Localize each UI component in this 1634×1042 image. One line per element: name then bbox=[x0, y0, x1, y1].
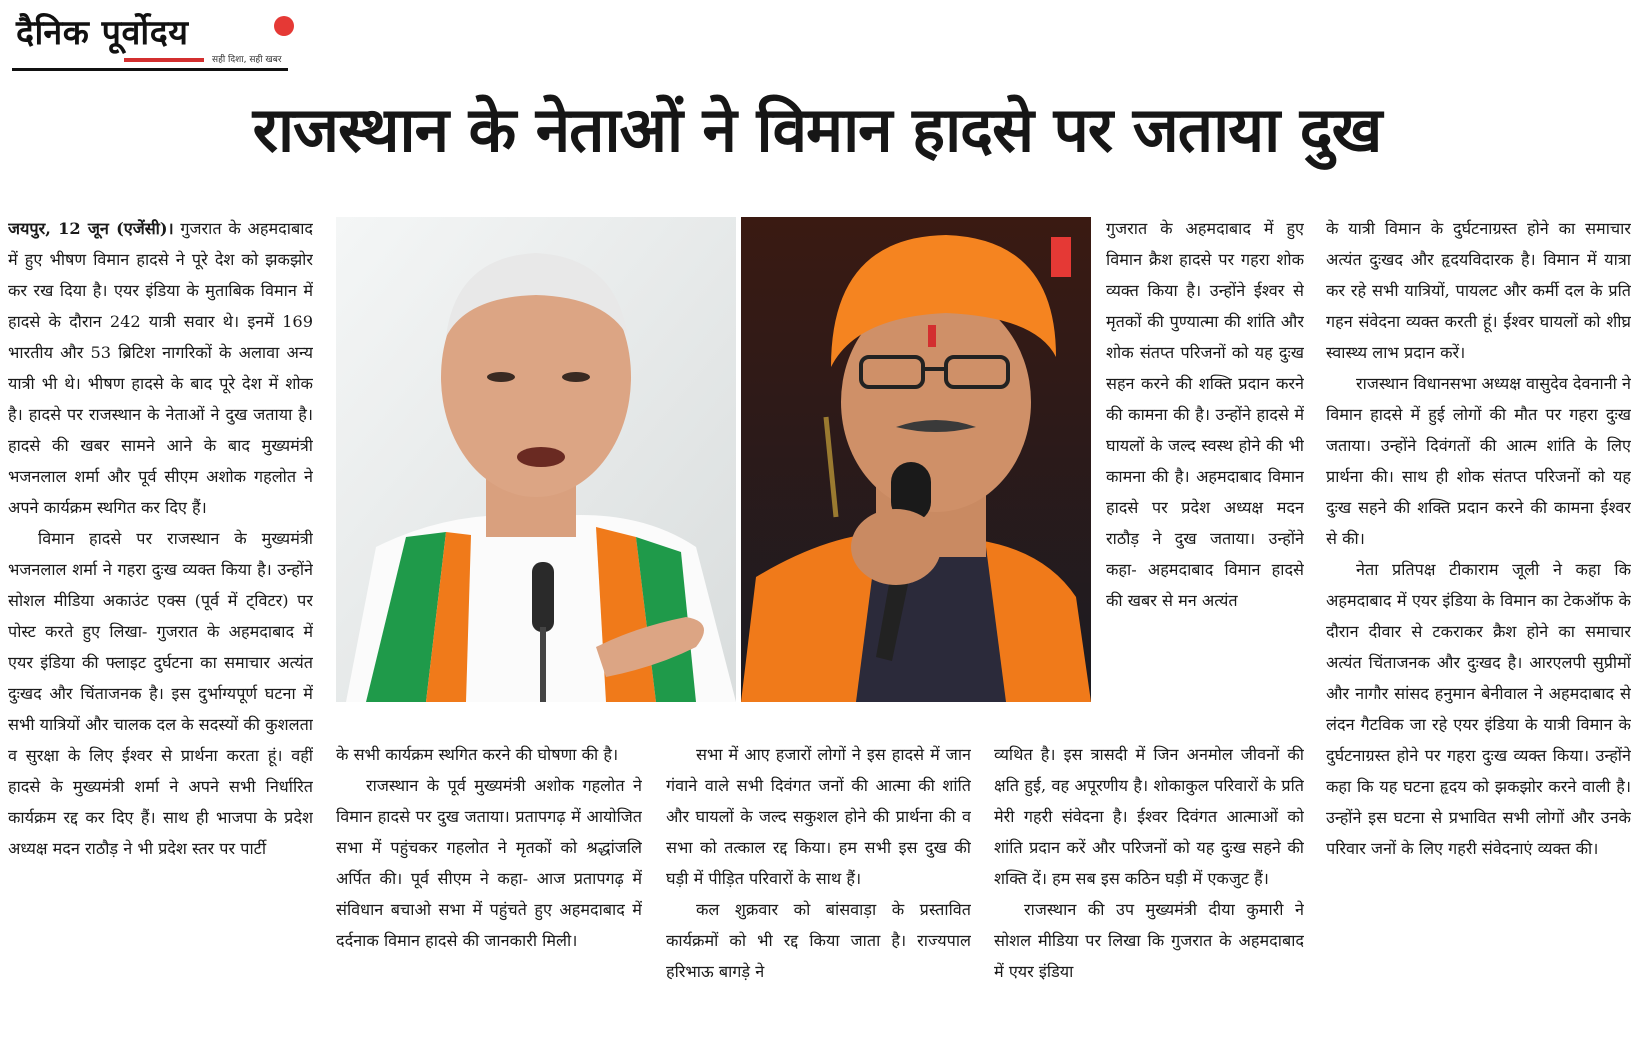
article-column-4-upper bbox=[1106, 213, 1304, 708]
dateline: जयपुर, 12 जून (एजेंसी)। bbox=[8, 219, 174, 238]
article-column-1 bbox=[8, 213, 313, 1039]
article-headline: राजस्थान के नेताओं ने विमान हादसे पर जताया दुख bbox=[252, 93, 1382, 166]
paragraph: कल शुक्रवार को बांसवाड़ा के प्रस्तावित कार्यक्रमों को भी रद्द किया जाता है। राज्यपाल हरिभाऊ बागड़े ने bbox=[666, 900, 971, 981]
masthead bbox=[12, 6, 288, 72]
newspaper-tagline: सही दिशा, सही खबर bbox=[212, 55, 282, 65]
article-column-2 bbox=[336, 739, 642, 1039]
paragraph: नेता प्रतिपक्ष टीकाराम जूली ने कहा कि अहमदाबाद में एयर इंडिया के विमान का टेकऑफ के दौरान दीवार से टकराकर क्रैश होने का समाचार अत्यंत चिंताजनक और दुःखद है। आरएलपी सुप्रीमों और नागौर सांसद हनुमान बेनीवाल ने अहमदाबाद से लंदन गैटविक जा रहे एयर इंडिया के यात्री विमान के दुर्घटनाग्रस्त होने पर गहरा दुःख व्यक्त किया। उन्होंने कहा कि यह घटना हृदय को झकझोर करने वाली है। उन्होंने इस घटना से प्रभावित सभी लोगों और उनके परिवार जनों के लिए गहरी संवेदनाएं व्यक्त की। bbox=[1326, 560, 1631, 858]
newspaper-logo: दैनिक पूर्वोदय bbox=[16, 13, 189, 53]
article-column-5 bbox=[1326, 213, 1631, 1039]
paragraph: राजस्थान विधानसभा अध्यक्ष वासुदेव देवनानी ने विमान हादसे में हुई लोगों की मौत पर गहरा दुःख जताया। उन्होंने दिवंगतों की आत्म शांति के लिए प्रार्थना की। साथ ही शोक संतप्त परिजनों को यह दुःख सहने की शक्ति प्रदान करने की कामना ईश्वर से की। bbox=[1326, 374, 1631, 548]
paragraph: के यात्री विमान के दुर्घटनाग्रस्त होने का समाचार अत्यंत दुःखद और हृदयविदारक है। विमान में यात्रा कर रहे सभी यात्रियों, पायलट और कर्मी दल के प्रति गहन संवेदना व्यक्त करती हूं। ईश्वर घायलों को शीघ्र स्वास्थ्य लाभ प्रदान करें। bbox=[1326, 219, 1631, 362]
logo-dot-icon bbox=[274, 16, 294, 36]
leaders-photo bbox=[336, 217, 1091, 702]
logo-red-bar bbox=[124, 58, 204, 62]
paragraph: राजस्थान के पूर्व मुख्यमंत्री अशोक गहलोत ने विमान हादसे पर दुख जताया। प्रतापगढ़ में आयोजित सभा में पहुंचकर गहलोत ने मृतकों को श्रद्धांजलि अर्पित की। पूर्व सीएम ने कहा- आज प्रतापगढ़ में संविधान बचाओ सभा में पहुंचते हुए अहमदाबाद में दर्दनाक विमान हादसे की जानकारी मिली। bbox=[336, 776, 642, 950]
paragraph: सभा में आए हजारों लोगों ने इस हादसे में जान गंवाने वाले सभी दिवंगत जनों की आत्मा की शांति और घायलों के जल्द सकुशल होने की प्रार्थना की व सभा को तत्काल रद्द किया। हम सभी इस दुख की घड़ी में पीड़ित परिवारों के साथ हैं। bbox=[666, 745, 971, 888]
paragraph: विमान हादसे पर राजस्थान के मुख्यमंत्री भजनलाल शर्मा ने गहरा दुःख व्यक्त किया है। उन्होंने सोशल मीडिया अकाउंट एक्स (पूर्व में ट्विटर) पर पोस्ट करते हुए लिखा- गुजरात के अहमदाबाद में एयर इंडिया की फ्लाइट दुर्घटना का समाचार अत्यंत दुःखद और चिंताजनक है। इस दुर्भाग्यपूर्ण घटना में सभी यात्रियों और चालक दल के सदस्यों की कुशलता व सुरक्षा के लिए ईश्वर से प्रार्थना करता हूं। वहीं हादसे के मुख्यमंत्री शर्मा ने अपने सभी निर्धारित कार्यक्रम रद्द कर दिए हैं। साथ ही भाजपा के प्रदेश अध्यक्ष मदन राठौड़ ने भी प्रदेश स्तर पर पार्टी bbox=[8, 529, 313, 858]
paragraph: गुजरात के अहमदाबाद में हुए विमान क्रैश हादसे पर गहरा शोक व्यक्त किया है। उन्होंने ईश्वर से मृतकों की पुण्यात्मा की शांति और शोक संतप्त परिजनों को यह दुःख सहन करने की शक्ति प्रदान करने की कामना की है। उन्होंने हादसे में घायलों के जल्द स्वस्थ होने की भी कामना की है। अहमदाबाद विमान हादसे पर प्रदेश अध्यक्ष मदन राठौड़ ने दुख जताया। उन्होंने कहा- अहमदाबाद विमान हादसे की खबर से मन अत्यंत bbox=[1106, 219, 1304, 610]
paragraph: व्यथित है। इस त्रासदी में जिन अनमोल जीवनों की क्षति हुई, वह अपूरणीय है। शोकाकुल परिवारों के प्रति मेरी गहरी संवेदना है। ईश्वर दिवंगत आत्माओं को शांति प्रदान करें और परिजनों को यह दुःख सहने की शक्ति दें। हम सब इस कठिन घड़ी में एकजुट हैं। bbox=[994, 745, 1304, 888]
article-column-4-lower bbox=[994, 739, 1304, 1039]
paragraph: के सभी कार्यक्रम स्थगित करने की घोषणा की है। bbox=[336, 745, 619, 764]
paragraph: राजस्थान की उप मुख्यमंत्री दीया कुमारी ने सोशल मीडिया पर लिखा कि गुजरात के अहमदाबाद में एयर इंडिया bbox=[994, 900, 1304, 981]
paragraph bbox=[8, 213, 313, 523]
masthead-rule bbox=[12, 68, 288, 71]
article-column-3 bbox=[666, 739, 971, 1039]
lead-text: गुजरात के अहमदाबाद में हुए भीषण विमान हादसे ने पूरे देश को झकझोर कर रख दिया है। एयर इंडिया के मुताबिक विमान में हादसे के दौरान 242 यात्री सवार थे। इनमें 169 भारतीय और 53 ब्रिटिश नागरिकों के अलावा अन्य यात्री भी थे। भीषण हादसे के बाद पूरे देश में शोक है। हादसे पर राजस्थान के नेताओं ने दुख जताया है। हादसे की खबर सामने आने के बाद मुख्यमंत्री भजनलाल शर्मा और पूर्व सीएम अशोक गहलोत ने अपने कार्यक्रम स्थगित कर दिए हैं। bbox=[8, 219, 313, 517]
article-photo bbox=[336, 217, 1091, 702]
